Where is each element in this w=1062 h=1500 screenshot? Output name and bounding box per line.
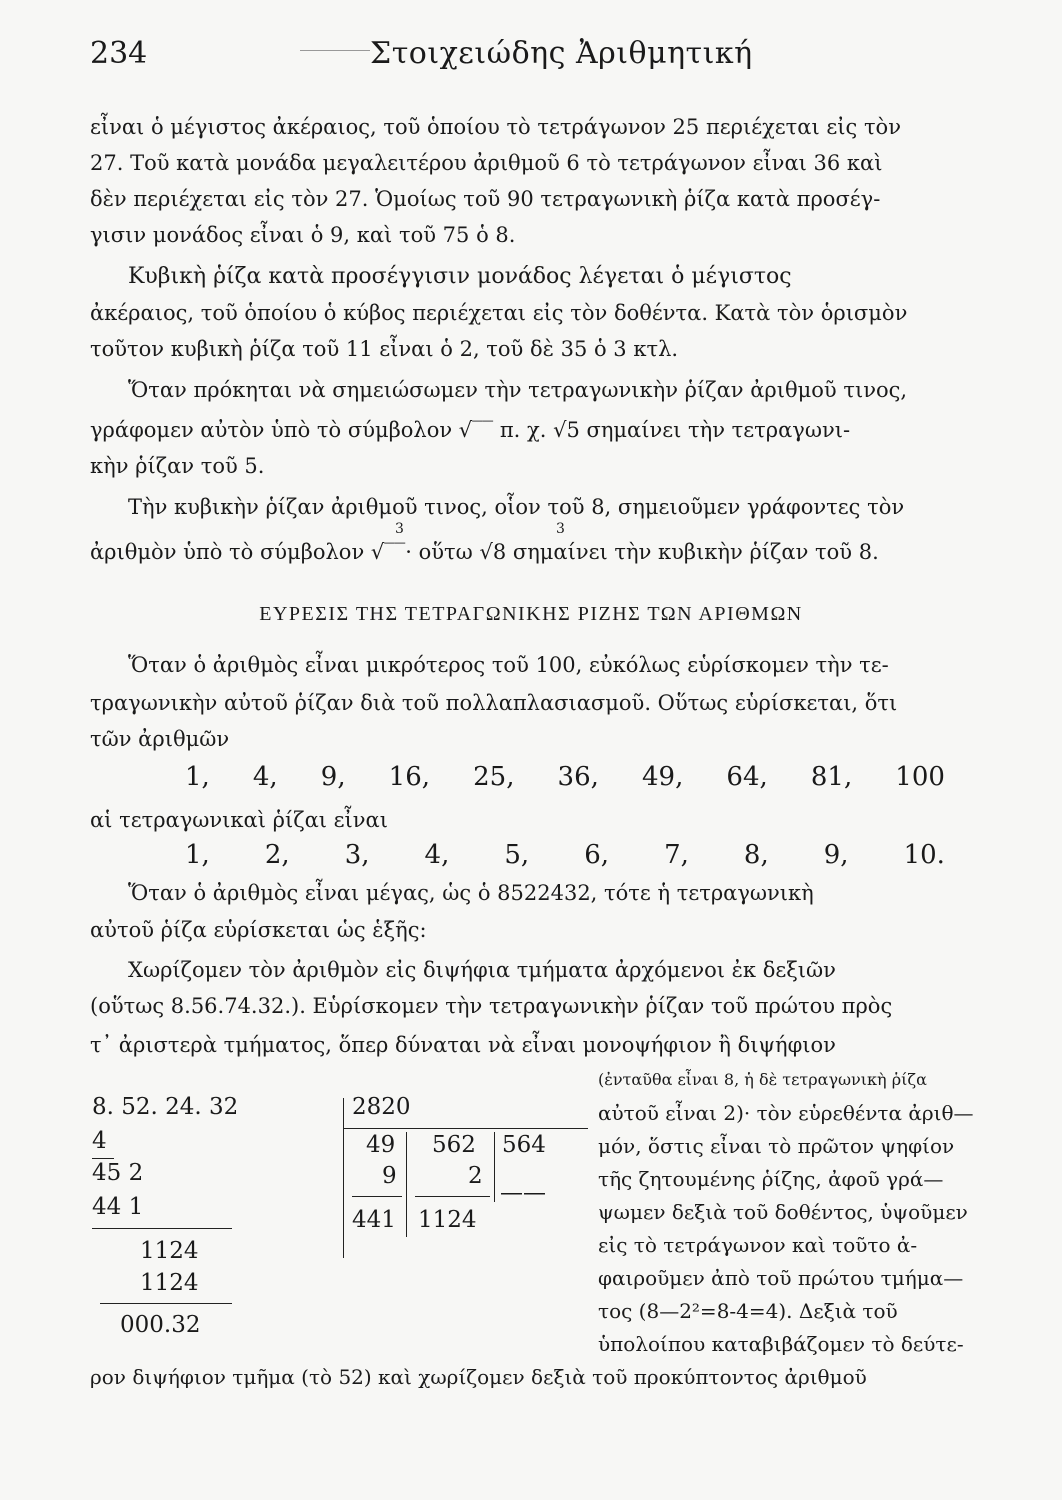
cube-index: 3 bbox=[556, 521, 565, 537]
calc-rule bbox=[415, 1196, 490, 1197]
calc-rule bbox=[406, 1132, 407, 1237]
root-value: 2, bbox=[264, 840, 290, 870]
calc-step: 45 2 bbox=[92, 1160, 144, 1186]
side-text-line: ψωμεν δεξιὰ τοῦ δοθέντος, ὑψοῦμεν bbox=[598, 1200, 968, 1224]
root-value: 10. bbox=[903, 840, 945, 870]
calc-number: 8. 52. 24. 32 bbox=[92, 1094, 239, 1120]
text-line: Τὴν κυβικὴν ῥίζαν ἀριθμοῦ τινος, οἷον τοῦ 8, σημειοῦμεν γράφοντες τὸν bbox=[128, 495, 905, 519]
text-line: ἀριθμὸν ὑπὸ τὸ σύμβολον √‾‾· οὕτω √8 σημαίνει τὴν κυβικὴν ῥίζαν τοῦ 8. bbox=[90, 540, 879, 564]
side-text-line: μόν, ὅστις εἶναι τὸ πρῶτον ψηφίον bbox=[598, 1134, 955, 1158]
text-line: 27. Τοῦ κατὰ μονάδα μεγαλειτέρου ἀριθμοῦ 6 τὸ τετράγωνον εἶναι 36 καὶ bbox=[90, 151, 883, 175]
side-note: (ἐνταῦθα εἶναι 8, ἡ δὲ τετραγωνικὴ ῥίζα bbox=[598, 1070, 927, 1089]
running-title: Στοιχειώδης Ἀριθμητική bbox=[370, 36, 753, 71]
calc-step: 4 bbox=[92, 1128, 107, 1154]
root-value: 1, bbox=[185, 840, 210, 870]
root-value: 7, bbox=[664, 840, 689, 870]
text-line: (οὕτως 8.56.74.32.). Εὑρίσκομεν τὴν τετραγωνικὴν ῥίζαν τοῦ πρώτου πρὸς bbox=[90, 994, 893, 1018]
square-value: 100 bbox=[895, 762, 945, 792]
side-text-line: εἰς τὸ τετράγωνον καὶ τοῦτο ἀ- bbox=[598, 1233, 918, 1257]
square-value: 25, bbox=[473, 762, 515, 792]
text-line: τραγωνικὴν αὐτοῦ ῥίζαν διὰ τοῦ πολλαπλασιασμοῦ. Οὕτως εὑρίσκεται, ὅτι bbox=[90, 691, 898, 715]
text-line: Χωρίζομεν τὸν ἀριθμὸν εἰς διψήφια τμήματα ἀρχόμενοι ἐκ δεξιῶν bbox=[128, 958, 836, 982]
header-rule bbox=[300, 50, 370, 51]
text-line: δὲν περιέχεται εἰς τὸν 27. Ὁμοίως τοῦ 90 τετραγωνικὴ ῥίζα κατὰ προσέγ- bbox=[90, 187, 881, 211]
root-value: 4, bbox=[424, 840, 450, 870]
calc-step: 44 1 bbox=[92, 1194, 144, 1220]
calc-step: 1124 bbox=[140, 1270, 199, 1296]
text-line: κὴν ῥίζαν τοῦ 5. bbox=[90, 454, 265, 478]
text-line: αὐτοῦ ῥίζα εὑρίσκεται ὡς ἑξῆς: bbox=[90, 918, 427, 942]
side-text-line: αὐτοῦ εἶναι 2)· τὸν εὑρεθέντα ἀριθ— bbox=[598, 1101, 974, 1125]
square-value: 9, bbox=[320, 762, 346, 792]
text-line: τ᾽ ἀριστερὰ τμήματος, ὅπερ δύναται νὰ εἶναι μονοψήφιον ἢ διψήφιον bbox=[90, 1033, 836, 1057]
square-value: 1, bbox=[185, 762, 210, 792]
text-line: Ὅταν ὁ ἀριθμὸς εἶναι μικρότερος τοῦ 100, εὐκόλως εὑρίσκομεν τὴν τε- bbox=[128, 653, 889, 677]
calc-trial: 562 bbox=[432, 1132, 476, 1158]
calc-trial: 564 bbox=[502, 1132, 546, 1158]
calc-trial: 1124 bbox=[418, 1207, 477, 1233]
calc-rule bbox=[92, 1228, 232, 1229]
side-text-line: τος (8—2²=8-4=4). Δεξιὰ τοῦ bbox=[598, 1299, 898, 1323]
cube-index: 3 bbox=[395, 521, 404, 537]
calc-rule bbox=[494, 1132, 495, 1202]
root-value: 3, bbox=[344, 840, 370, 870]
text-line: ρον διψήφιον τμῆμα (τὸ 52) καὶ χωρίζομεν δεξιὰ τοῦ προκύπτοντος ἀριθμοῦ bbox=[90, 1365, 867, 1389]
calc-rule bbox=[343, 1128, 588, 1129]
roots-row bbox=[185, 840, 945, 870]
calc-remainder: 000.32 bbox=[120, 1312, 201, 1338]
calc-trial: 441 bbox=[352, 1207, 396, 1233]
calc-rule bbox=[352, 1196, 402, 1197]
root-value: 8, bbox=[743, 840, 769, 870]
root-value: 6, bbox=[584, 840, 610, 870]
squares-row bbox=[185, 762, 945, 792]
section-heading: ΕΥΡΕΣΙΣ ΤΗΣ ΤΕΤΡΑΓΩΝΙΚΗΣ ΡΙΖΗΣ ΤΩΝ ΑΡΙΘΜΩΝ bbox=[259, 603, 803, 625]
text-line: γισιν μονάδος εἶναι ὁ 9, καὶ τοῦ 75 ὁ 8. bbox=[90, 223, 516, 247]
text-line: Ὅταν ὁ ἀριθμὸς εἶναι μέγας, ὡς ὁ 8522432, τότε ἡ τετραγωνικὴ bbox=[128, 881, 814, 905]
calc-rule bbox=[100, 1303, 232, 1304]
root-value: 5, bbox=[504, 840, 530, 870]
side-text-line: φαιροῦμεν ἀπὸ τοῦ πρώτου τμήμα— bbox=[598, 1266, 964, 1290]
calc-trial: 9 bbox=[382, 1163, 397, 1189]
calc-trial: 2 bbox=[468, 1163, 483, 1189]
calc-trial: 49 bbox=[366, 1132, 396, 1158]
text-line: γράφομεν αὐτὸν ὑπὸ τὸ σύμβολον √‾‾ π. χ. √5 σημαίνει τὴν τετραγωνι- bbox=[90, 418, 851, 442]
calc-rule bbox=[92, 1158, 114, 1159]
square-value: 4, bbox=[252, 762, 278, 792]
text-line: τοῦτον κυβικὴ ῥίζα τοῦ 11 εἶναι ὁ 2, τοῦ δὲ 35 ὁ 3 κτλ. bbox=[90, 337, 679, 361]
calc-trial: —— bbox=[500, 1180, 546, 1206]
text-line: εἶναι ὁ μέγιστος ἀκέραιος, τοῦ ὁποίου τὸ τετράγωνον 25 περιέχεται εἰς τὸν bbox=[90, 115, 901, 139]
square-value: 36, bbox=[557, 762, 599, 792]
text-line: Ὅταν πρόκηται νὰ σημειώσωμεν τὴν τετραγωνικὴν ῥίζαν ἀριθμοῦ τινος, bbox=[128, 378, 908, 402]
square-value: 16, bbox=[388, 762, 431, 792]
calc-root: 2820 bbox=[352, 1094, 411, 1120]
calc-rule bbox=[343, 1098, 344, 1258]
square-value: 49, bbox=[641, 762, 684, 792]
side-text-line: τῆς ζητουμένης ῥίζης, ἀφοῦ γρά— bbox=[598, 1167, 944, 1191]
page-number: 234 bbox=[90, 36, 148, 71]
calc-step: 1124 bbox=[140, 1238, 199, 1264]
text-line: ἀκέραιος, τοῦ ὁποίου ὁ κύβος περιέχεται εἰς τὸν δοθέντα. Κατὰ τὸν ὁρισμὸν bbox=[90, 301, 908, 325]
text-line: τῶν ἀριθμῶν bbox=[90, 727, 230, 751]
square-value: 64, bbox=[726, 762, 768, 792]
text-line: Κυβικὴ ῥίζα κατὰ προσέγγισιν μονάδος λέγεται ὁ μέγιστος bbox=[128, 264, 792, 289]
square-value: 81, bbox=[810, 762, 853, 792]
side-text-line: ὑπολοίπου καταβιβάζομεν τὸ δεύτε- bbox=[598, 1332, 964, 1356]
text-line: αἱ τετραγωνικαὶ ῥίζαι εἶναι bbox=[90, 808, 388, 832]
root-value: 9, bbox=[823, 840, 849, 870]
